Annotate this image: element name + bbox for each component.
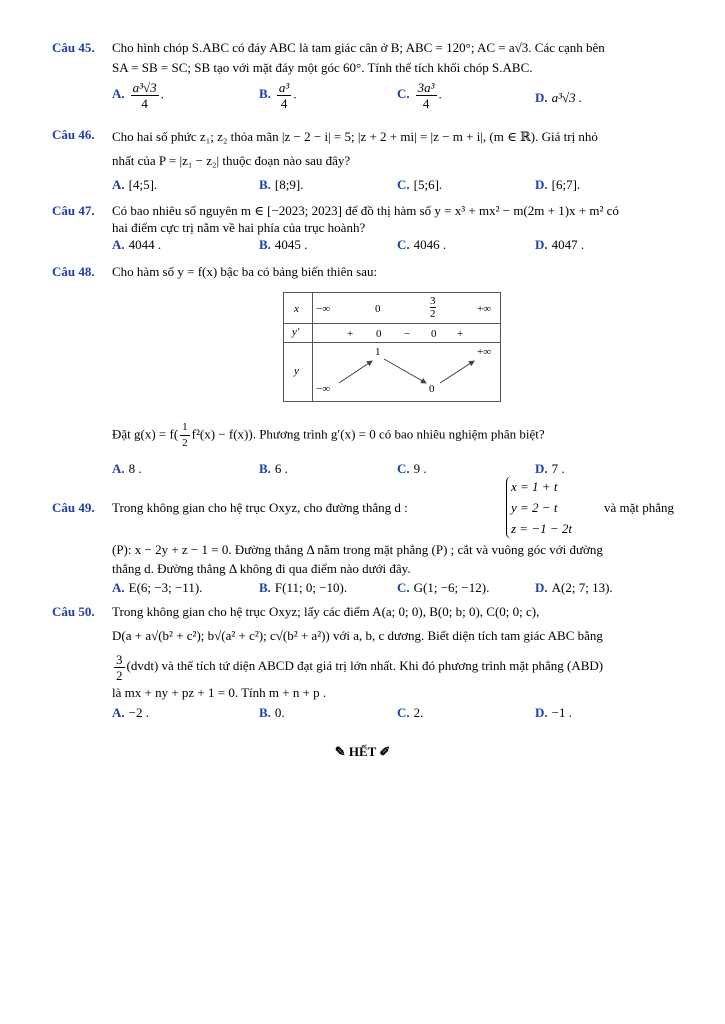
table-y-value: +∞ [477, 346, 492, 358]
option-d[interactable]: D. 7 . [535, 461, 565, 476]
table-sign: + [457, 328, 464, 340]
option-c[interactable]: C. G(1; −6; −12). [397, 580, 490, 595]
table-y-value: −∞ [316, 383, 331, 395]
option-a[interactable]: A. 8 . [112, 461, 142, 476]
table-sign: 0 [431, 328, 437, 340]
table-sign: + [347, 328, 354, 340]
option-c[interactable]: C. 4046 . [397, 237, 447, 252]
question-number: Câu 49. [52, 500, 95, 515]
question-text: Có bao nhiêu số nguyên m ∈ [−2023; 2023] để đồ thị hàm số y = x³ + mx² − m(2m + 1)x + m² có [112, 203, 619, 218]
option-a[interactable]: A. [4;5]. [112, 177, 158, 192]
end-marker: ✎ HẾT ✐ [334, 744, 391, 759]
option-d[interactable]: D. −1 . [535, 704, 572, 720]
arrow-down [384, 359, 426, 383]
table-x-label: x [294, 303, 299, 315]
option-d[interactable]: D. 4047 . [535, 237, 585, 252]
question-text: nhất của P = |z₁ − z₂| thuộc đoạn nào sau đây? [112, 153, 351, 168]
question-text: Cho hình chóp S.ABC có đáy ABC là tam giác cân ở B; ABC = 120°; AC = a√3. Các cạnh bên [112, 40, 605, 55]
question-text: Cho hai số phức z₁; z₂ thỏa mãn |z − 2 − i| = 5; |z + 2 + mi| = |z − m + i|, (m ∈ ℝ). Giá trị nhỏ [112, 129, 598, 144]
option-d[interactable]: D. A(2; 7; 13). [535, 580, 613, 595]
question-number: Câu 45. [52, 40, 95, 55]
option-a[interactable]: A. 4044 . [112, 237, 162, 252]
table-x-value: +∞ [477, 303, 492, 315]
question-text: và mặt phẳng [603, 500, 674, 515]
question-text: (P): x − 2y + z − 1 = 0. Đường thẳng Δ nằm trong mặt phẳng (P) ; cắt và vuông góc với đường [112, 542, 603, 557]
question-50 [52, 602, 674, 723]
table-x-value: −∞ [316, 303, 331, 315]
line-equation-system: x = 1 + t y = 2 − t z = −1 − 2t [506, 476, 572, 539]
table-x-value: 2 [430, 308, 436, 320]
question-number: Câu 50. [52, 604, 95, 619]
question-number: Câu 46. [52, 127, 95, 142]
question-46 [52, 125, 674, 197]
option-d[interactable]: D. a³√3 . [535, 90, 583, 105]
option-c[interactable]: C. 2. [397, 704, 424, 720]
table-y-value: 0 [429, 383, 435, 395]
arrow-up [339, 361, 372, 383]
question-text: Cho hàm số y = f(x) bậc ba có bảng biến thiên sau: [112, 264, 378, 279]
arrow-up [440, 361, 474, 383]
table-x-value: 3 [430, 295, 436, 307]
table-yprime-label: y′ [292, 326, 300, 338]
option-c[interactable]: C. 9 . [397, 461, 427, 476]
option-b[interactable]: B. [8;9]. [259, 177, 304, 192]
option-b[interactable]: B. 0. [259, 704, 285, 720]
question-text: SA = SB = SC; SB tạo với mặt đáy một góc 60°. Tính thể tích khối chóp S.ABC. [112, 60, 533, 75]
question-text: $\frac{3}{2}$ (dvdt) và thể tích tứ diện ABCD đạt giá trị lớn nhất. Khi đó phương trình mặt phẳng (ABD) [116, 651, 604, 683]
table-sign: − [404, 328, 411, 340]
option-a[interactable]: A. $\frac{\text{a³√3}}{4}$ . [112, 80, 164, 111]
question-text: Đặt g(x) = f( $\frac{1}{2}$ f²(x) − f(x)). Phương trình g′(x) = 0 có bao nhiêu nghiệm phân biệt? [112, 421, 545, 449]
option-a[interactable]: A. −2 . [112, 704, 149, 720]
option-d[interactable]: D. [6;7]. [535, 177, 581, 192]
option-b[interactable]: B. 6 . [259, 461, 288, 476]
question-number: Câu 48. [52, 264, 95, 279]
question-47 [52, 201, 674, 255]
question-text: Trong không gian cho hệ trục Oxyz, cho đường thẳng d : [112, 500, 408, 515]
variation-arrows [284, 293, 500, 401]
option-c[interactable]: C. $\frac{\text{3a³}}{4}$ . [397, 80, 442, 111]
question-49 [52, 476, 674, 598]
question-text: thẳng d. Đường thẳng Δ không đi qua điểm nào dưới đây. [112, 561, 411, 576]
question-text: là mx + ny + pz + 1 = 0. Tính m + n + p . [112, 684, 327, 700]
table-x-value: 0 [375, 303, 381, 315]
question-text: D(a + a√(b² + c²); b√(a² + c²); c√(b² + a²)) với a, b, c dương. Biết diện tích tam giác ABC bằng [112, 628, 603, 643]
table-sign: 0 [376, 328, 382, 340]
variation-table [283, 292, 501, 402]
question-45 [52, 38, 674, 116]
option-b[interactable]: B. 4045 . [259, 237, 308, 252]
question-48-continued [52, 420, 674, 481]
question-48 [52, 262, 674, 282]
option-c[interactable]: C. [5;6]. [397, 177, 443, 192]
question-number: Câu 47. [52, 203, 95, 218]
option-b[interactable]: B. F(11; 0; −10). [259, 580, 348, 595]
option-a[interactable]: A. E(6; −3; −11). [112, 580, 203, 595]
table-y-value: 1 [375, 346, 381, 358]
option-b[interactable]: B. $\frac{\text{a³}}{4}$ . [259, 80, 297, 111]
question-text: Trong không gian cho hệ trục Oxyz; lấy các điểm A(a; 0; 0), B(0; b; 0), C(0; 0; c), [112, 604, 540, 619]
table-y-label: y [294, 365, 299, 377]
question-text: hai điểm cực trị nằm về hai phía của trục hoành? [112, 220, 366, 235]
